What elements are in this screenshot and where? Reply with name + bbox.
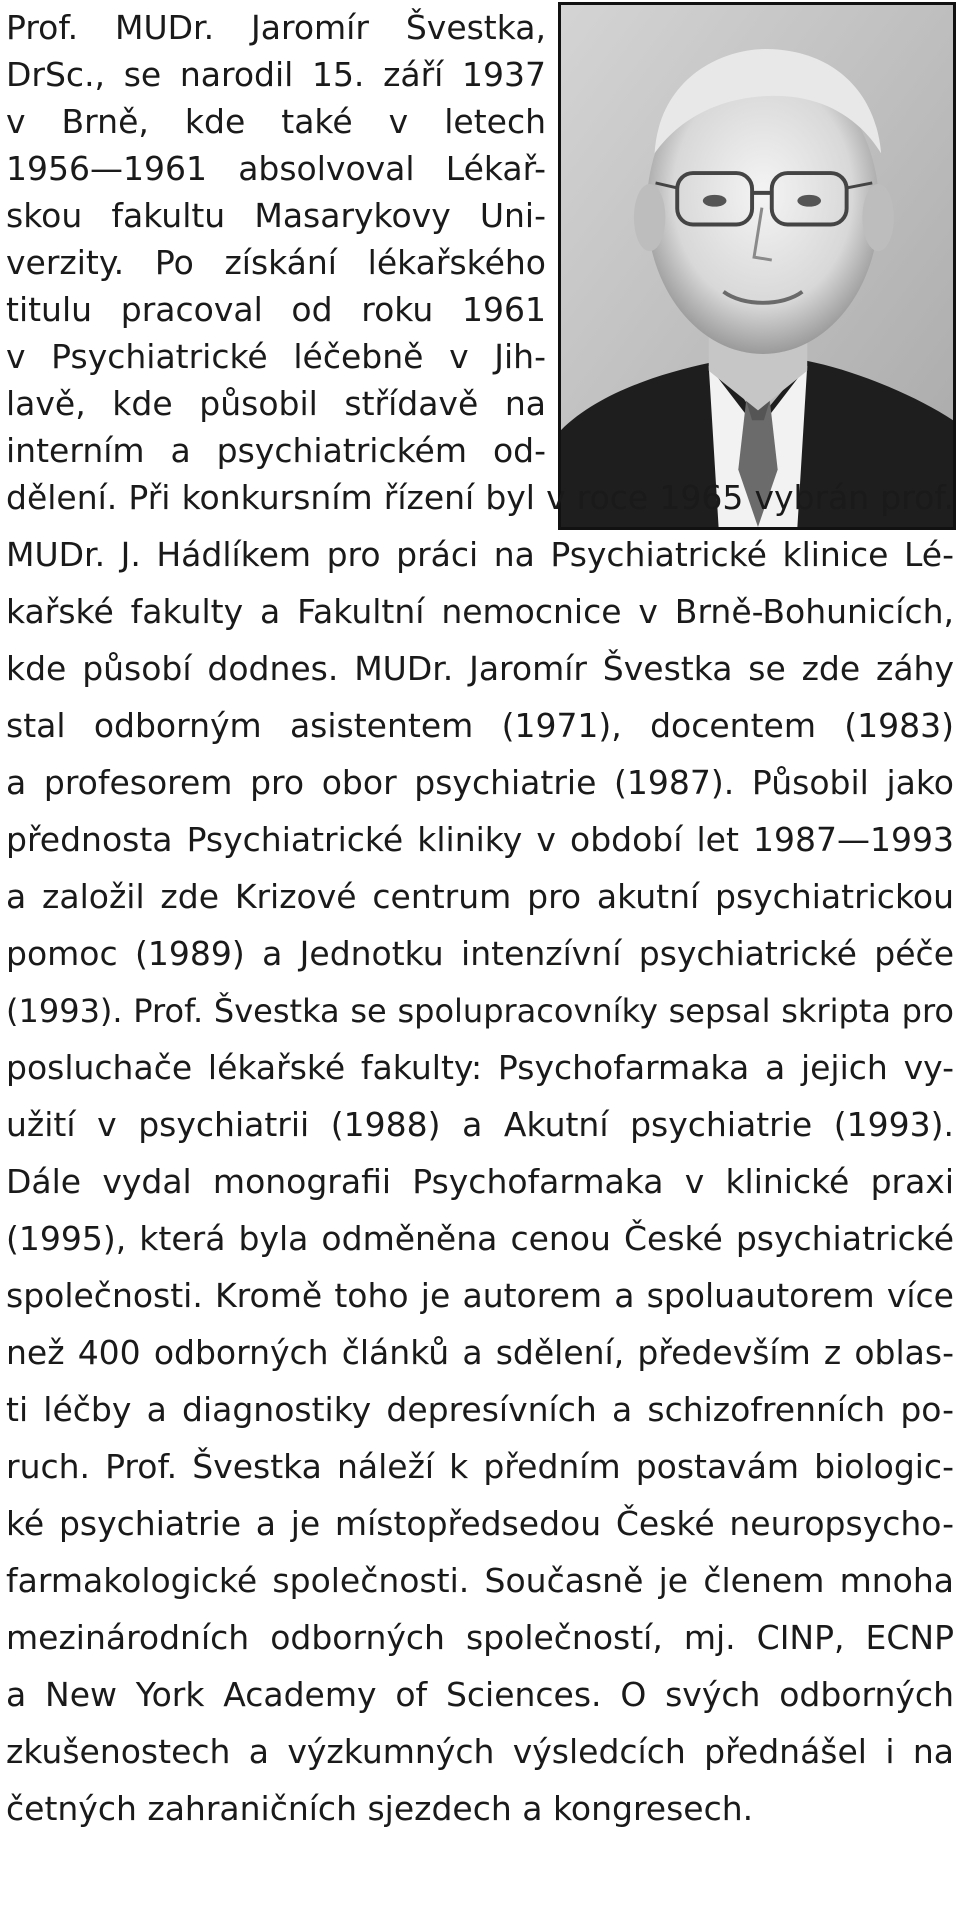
text-line: pomoc (1989) a Jednotku intenzívní psychiatrické péče	[6, 934, 954, 973]
text-line: titulu pracoval od roku 1961	[6, 290, 546, 329]
text-line: v Brně, kde také v letech	[6, 102, 546, 141]
text-line: v Psychiatrické léčebně v Jih-	[6, 337, 546, 376]
text-line: ké psychiatrie a je místopředsedou České neuropsycho-	[6, 1504, 954, 1543]
text-line: užití v psychiatrii (1988) a Akutní psychiatrie (1993).	[6, 1105, 954, 1144]
portrait-image	[561, 5, 953, 527]
text-line: Prof. MUDr. Jaromír Švestka,	[6, 8, 546, 47]
text-line: a profesorem pro obor psychiatrie (1987). Působil jako	[6, 763, 954, 802]
text-line: než 400 odborných článků a sdělení, především z oblas-	[6, 1333, 954, 1372]
text-line: verzity. Po získání lékařského	[6, 243, 546, 282]
text-line: DrSc., se narodil 15. září 1937	[6, 55, 546, 94]
text-line: a založil zde Krizové centrum pro akutní psychiatrickou	[6, 877, 954, 916]
text-line: zkušenostech a výzkumných výsledcích přednášel i na	[6, 1732, 954, 1771]
text-line: lavě, kde působil střídavě na	[6, 384, 546, 423]
text-line: mezinárodních odborných společností, mj. CINP, ECNP	[6, 1618, 954, 1657]
text-line: posluchače lékařské fakulty: Psychofarmaka a jejich vy-	[6, 1048, 954, 1087]
text-line: četných zahraničních sjezdech a kongresech.	[6, 1789, 754, 1828]
portrait-photo	[558, 2, 956, 530]
text-line: interním a psychiatrickém od-	[6, 431, 546, 470]
text-line: ti léčby a diagnostiky depresívních a schizofrenních po-	[6, 1390, 954, 1429]
text-line: kde působí dodnes. MUDr. Jaromír Švestka se zde záhy	[6, 649, 954, 688]
text-line: skou fakultu Masarykovy Uni-	[6, 196, 546, 235]
text-line: dělení. Při konkursním řízení byl v roce 1965 vybrán prof.	[6, 478, 954, 517]
text-line: stal odborným asistentem (1971), docentem (1983)	[6, 706, 954, 745]
text-line: a New York Academy of Sciences. O svých odborných	[6, 1675, 954, 1714]
text-line: společnosti. Kromě toho je autorem a spoluautorem více	[6, 1276, 954, 1315]
text-line: MUDr. J. Hádlíkem pro práci na Psychiatrické klinice Lé-	[6, 535, 954, 574]
text-line: (1995), která byla odměněna cenou České psychiatrické	[6, 1219, 954, 1258]
text-line: přednosta Psychiatrické kliniky v období let 1987—1993	[6, 820, 954, 859]
text-line: 1956—1961 absolvoval Lékař-	[6, 149, 546, 188]
text-line: (1993). Prof. Švestka se spolupracovníky sepsal skripta pro	[6, 992, 954, 1030]
text-line: Dále vydal monografii Psychofarmaka v klinické praxi	[6, 1162, 954, 1201]
text-line: farmakologické společnosti. Současně je členem mnoha	[6, 1561, 954, 1600]
text-line: kařské fakulty a Fakultní nemocnice v Brně-Bohunicích,	[6, 592, 954, 631]
text-line: ruch. Prof. Švestka náleží k předním postavám biologic-	[6, 1447, 954, 1486]
